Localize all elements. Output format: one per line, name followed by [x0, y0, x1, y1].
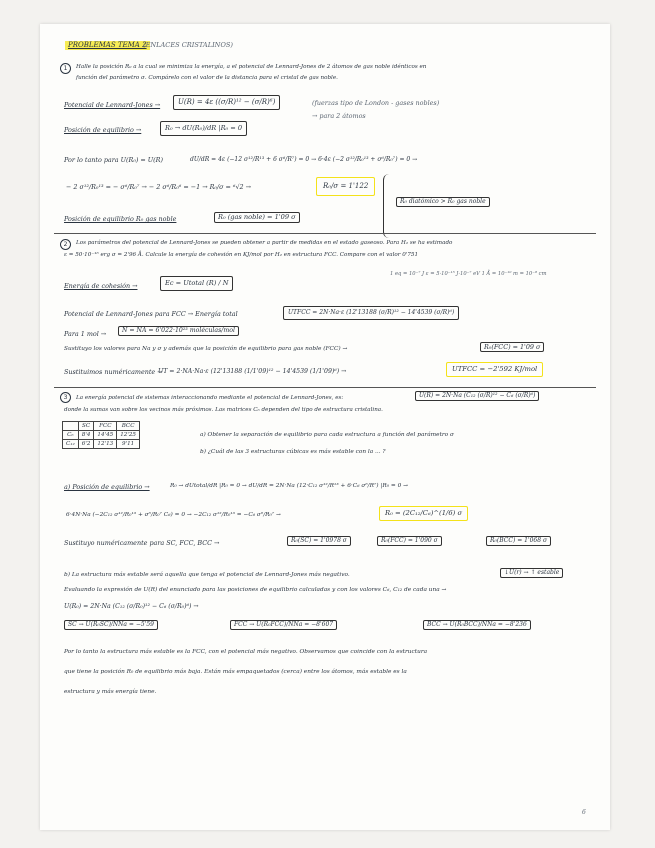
table-cell: 12'13 — [94, 440, 117, 449]
table-cell: 12'25 — [117, 431, 140, 440]
r0-sc-box: R₀(SC) = 1'0978 σ — [287, 536, 351, 546]
result-ratio-box: R₀/σ = 1'122 — [316, 177, 375, 196]
divider-1 — [54, 233, 596, 234]
question-b: b) ¿Cuál de las 3 estructuras cúbicas es más estable con la ... ? — [200, 449, 386, 455]
problem-1-statement-line-2: función del parámetro σ. Compárelo con el valor de la distancia para el cristal de gas noble. — [76, 75, 338, 81]
lj-note-1: (fuerzas tipo de London - gases nobles) — [312, 99, 440, 107]
part-a-formula: R₀ → dUtotal/dR |R₀ = 0 → dU/dR = 2N·Na (12·C₁₂ σ¹²/R¹³ + 6·C₆ σ⁶/R⁷) |R₀ = 0 → — [170, 483, 408, 489]
problem-3-statement-line-2: donde la sumas van sobre los vecinos más próximos. Las matrices C₆ dependen del tipo de estructura cristalina. — [64, 407, 383, 413]
cohesion-label: Energía de cohesión → — [64, 282, 138, 290]
table-cell: 9'11 — [117, 440, 140, 449]
table-cell: 8'4 — [78, 431, 94, 440]
r0-bcc-box: R₀(BCC) = 1'068 σ — [486, 536, 551, 546]
part-a-formula-2: 6·4N·Na (−2C₁₂ σ¹²/R₀¹³ + σ⁶/R₀⁷ C₆) = 0 → −2C₁₂ σ¹²/R₀¹³ = −C₆ σ⁶/R₀⁷ → — [66, 512, 281, 518]
fcc-potential-formula-box: UTFCC = 2N·Na·ε (12'13188 (σ/R)¹² − 14'4539 (σ/R)⁶) — [283, 306, 459, 320]
fcc-potential-label: Potencial de Lennard-Jones para FCC → Energía total — [64, 310, 238, 318]
unit-conversion-note: 1 eq = 10⁻⁷ J ε = 5·10⁻¹⁵ J·10⁻⁷ eV 1 Å = 10⁻¹⁰ m = 10⁻⁸ cm — [390, 271, 547, 277]
energy-sc-box: SC → U(R₀SC)/NNa = −5'59 — [64, 620, 158, 630]
page-subtitle: (ENLACES CRISTALINOS) — [143, 41, 233, 49]
energy-fcc-box: FCC → U(R₀FCC)/NNa = −8'607 — [230, 620, 337, 630]
table-row — [63, 431, 140, 440]
divider-2 — [54, 387, 596, 388]
conclusion-line-3: estructura y más energía tiene. — [64, 689, 157, 695]
part-b-line-1: b) La estructura más estable será aquella que tenga el potencial de Lennard-Jones más negativo. — [64, 572, 350, 578]
mol-formula-box: N = NA = 6'022·10²³ moléculas/mol — [118, 326, 239, 336]
table-header-row — [63, 422, 140, 431]
problem-1-number: 1 — [60, 63, 71, 74]
gas-noble-label: Posición de equilibrio R₀ gas noble — [64, 215, 177, 223]
r0-fcc-result-box: R₀(FCC) = 1'090 σ — [377, 536, 442, 546]
part-b-formula: U(R₀) = 2N·Na (C₁₂ (σ/R₀)¹² − C₆ (σ/R₀)⁶) → — [64, 603, 199, 610]
question-a: a) Obtener la separación de equilibrio para cada estructura a función del parámetro σ — [200, 432, 454, 438]
mol-label: Para 1 mol → — [64, 330, 107, 338]
table-row — [63, 440, 140, 449]
comparison-note-box: R₀ diatómico > R₀ gas noble — [396, 197, 490, 207]
gas-noble-formula-box: R₀ (gas noble) = 1'09 σ — [214, 212, 300, 223]
equilibrium-label: Posición de equilibrio → — [64, 126, 142, 134]
problem-2-statement-line-1: Los parámetros del potencial de Lennard-Jones se pueden obtener a partir de medidas en el estado gaseoso. Para H₂ se ha estimado — [76, 240, 453, 246]
part-b-line-2: Evaluando la expresión de U(R) del enunciado para las posiciones de equilibrio calculadas y con los valores C₆, C₁₂ de cada una → — [64, 587, 447, 593]
problem-3-number: 3 — [60, 392, 71, 403]
problem-2-statement-line-2: ε = 50·10⁻¹⁶ erg σ = 2'96 Å. Calcule la energía de cohesión en KJ/mol por H₂ en estructura FCC. Compare con el valor 0'751 — [64, 252, 419, 258]
table-cell: C₁₂ — [63, 440, 79, 449]
table-cell: C₆ — [63, 431, 79, 440]
problem-3-potential-box: U(R) = 2N·Na (C₁₂ (σ/R)¹² − C₆ (σ/R)⁶) — [415, 391, 539, 401]
table-header-cell — [63, 422, 79, 431]
page-title: PROBLEMAS TEMA 2 — [65, 41, 150, 50]
substitution-text: Sustituyo los valores para Na y σ y además que la posición de equilibrio para gas noble (FCC) → — [64, 346, 348, 352]
part-a-result: R₀ = (2C₁₂/C₆)^(1/6) σ — [379, 506, 468, 521]
part-a-substitute-label: Sustituyo numéricamente para SC, FCC, BCC → — [64, 539, 220, 547]
r0-fcc-box: R₀(FCC) = 1'09 σ — [480, 342, 544, 352]
table-header-cell: SC — [78, 422, 94, 431]
cohesion-formula-box: Ec = Utotal (R) / N — [160, 276, 233, 291]
structure-constants-table — [62, 421, 140, 449]
table-cell: 6'2 — [78, 440, 94, 449]
numeric-formula: UT = 2·NA·Na·ε (12'13188 (1/1'09)¹² − 14'4539 (1/1'09)⁶) → — [158, 368, 347, 375]
cohesion-energy-result: UTFCC = −2'592 KJ/mol — [446, 362, 543, 377]
lj-formula-box: U(R) = 4ε ((σ/R)¹² − (σ/R)⁶) — [173, 95, 280, 110]
table-header-cell: BCC — [117, 422, 140, 431]
energy-bcc-box: BCC → U(R₀BCC)/NNa = −8'236 — [423, 620, 531, 630]
problem-1-statement-line-1: Halle la posición R₀ a la cual se minimiza la energía, a el potencial de Lennard-Jones de 2 átomos de gas noble idénticos en — [76, 64, 427, 70]
conclusion-line-1: Por lo tanto la estructura más estable es la FCC, con el potencial más negativo. Observamos que coincide con la estructura — [64, 649, 428, 655]
page-number: 6 — [582, 809, 586, 816]
derivative-formula-2: − 2 σ¹²/R₀¹³ = − σ⁶/R₀⁷ → − 2 σ⁶/R₀⁶ = −1 → R₀/σ = ⁶√2 → — [66, 183, 251, 191]
table-header-cell: FCC — [94, 422, 117, 431]
lj-note-2: → para 2 átomos — [312, 112, 366, 120]
derivative-formula: dU/dR = 4ε (−12 σ¹²/R¹³ + 6 σ⁶/R⁷) = 0 → 6·4ε (−2 σ¹²/R₀¹³ + σ⁶/R₀⁷) = 0 → — [190, 156, 418, 163]
problem-2-number: 2 — [60, 239, 71, 250]
stability-rule-box: ↓U(r) → ↑ estable — [500, 568, 563, 578]
numeric-label: Sustituimos numéricamente → — [64, 368, 163, 376]
part-a-label: a) Posición de equilibrio → — [64, 483, 150, 491]
conclusion-line-2: que tiene la posición R₀ de equilibrio más baja. Están más empaquetados (cerca) entre los átomos, más estable es la — [64, 669, 407, 675]
problem-3-statement-line-1: La energía potencial de sistemas interaccionando mediante el potencial de Lennard-Jones, es: — [76, 395, 344, 401]
notebook-page — [40, 24, 610, 830]
comparison-brace — [383, 174, 390, 238]
lj-label: Potencial de Lennard-Jones → — [64, 101, 161, 109]
derivative-label: Por lo tanto para U(R₀) = U(R) — [64, 156, 163, 164]
table-cell: 14'45 — [94, 431, 117, 440]
equilibrium-formula-box: R₀ → dU(R₀)/dR |R₀ = 0 — [160, 121, 247, 136]
